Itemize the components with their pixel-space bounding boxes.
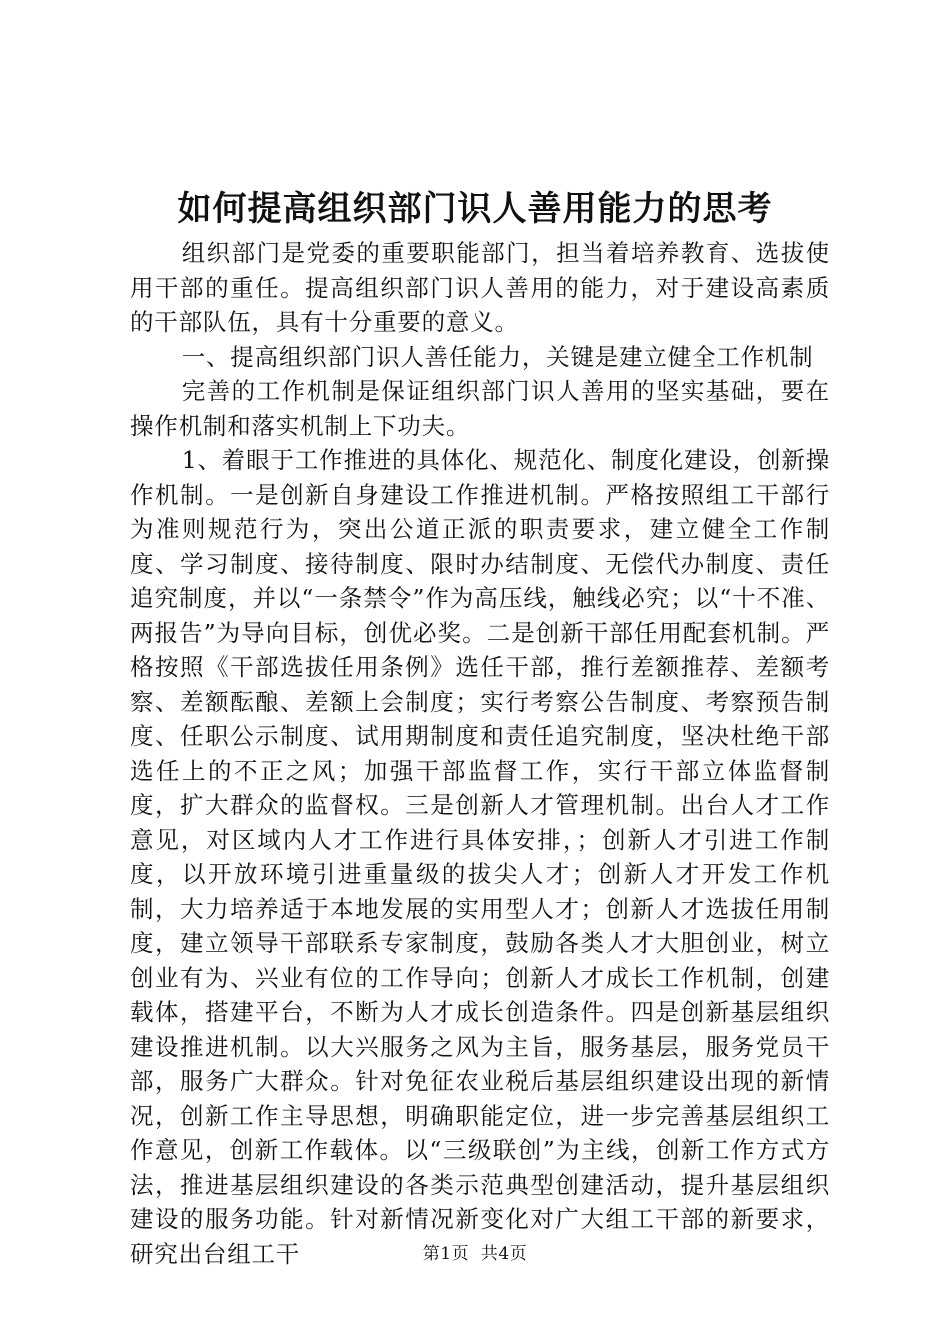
document-title: 如何提高组织部门识人善用能力的思考 xyxy=(177,189,773,229)
page-footer xyxy=(0,1242,950,1266)
item-1-paragraph: 1、着眼于工作推进的具体化、规范化、制度化建设，创新操作机制。一是创新自身建设工作推进机制。严格按照组工干部行为准则规范行为，突出公道正派的职责要求，建立健全工作制度、学习制度、接待制度、限时办结制度、无偿代办制度、责任追究制度，并以“一条禁令”作为高压线，触线必究；以“十不准、两报告”为导向目标，创优必奖。二是创新干部任用配套机制。严格按照《干部选拔任用条例》选任干部，推行差额推荐、差额考察、差额酝酿、差额上会制度；实行考察公告制度、考察预告制度、任职公示制度、试用期制度和责任追究制度，坚决杜绝干部选任上的不正之风；加强干部监督工作，实行干部立体监督制度，扩大群众的监督权。三是创新人才管理机制。出台人才工作意见，对区域内人才工作进行具体安排，；创新人才引进工作制度，以开放环境引进重量级的拔尖人才；创新人才开发工作机制，大力培养适于本地发展的实用型人才；创新人才选拔任用制度，建立领导干部联系专家制度，鼓励各类人才大胆创业，树立创业有为、兴业有位的工作导向；创新人才成长工作机制，创建载体，搭建平台，不断为人才成长创造条件。四是创新基层组织建设推进机制。以大兴服务之风为主旨，服务基层，服务党员干部，服务广大群众。针对免征农业税后基层组织建设出现的新情况，创新工作主导思想，明确职能定位，进一步完善基层组织工作意见，创新工作载体。以“三级联创”为主线，创新工作方式方法，推进基层组织建设的各类示范典型创建活动，提升基层组织建设的服务功能。针对新情况新变化对广大组工干部的新要求，研究出台组工干 xyxy=(130,446,830,1268)
intro-paragraph: 组织部门是党委的重要职能部门，担当着培养教育、选拔使用干部的重任。提高组织部门识人善用的能力，对于建设高素质的干部队伍，具有十分重要的意义。 xyxy=(130,239,830,336)
document-body xyxy=(130,236,830,1271)
page-total: 共4页 xyxy=(480,1244,528,1264)
page-number: 第1页 xyxy=(422,1244,470,1264)
section-heading-1: 一、提高组织部门识人善任能力，关键是建立健全工作机制 xyxy=(181,342,814,371)
section-intro-paragraph: 完善的工作机制是保证组织部门识人善用的坚实基础，要在操作机制和落实机制上下功夫。 xyxy=(130,377,830,440)
